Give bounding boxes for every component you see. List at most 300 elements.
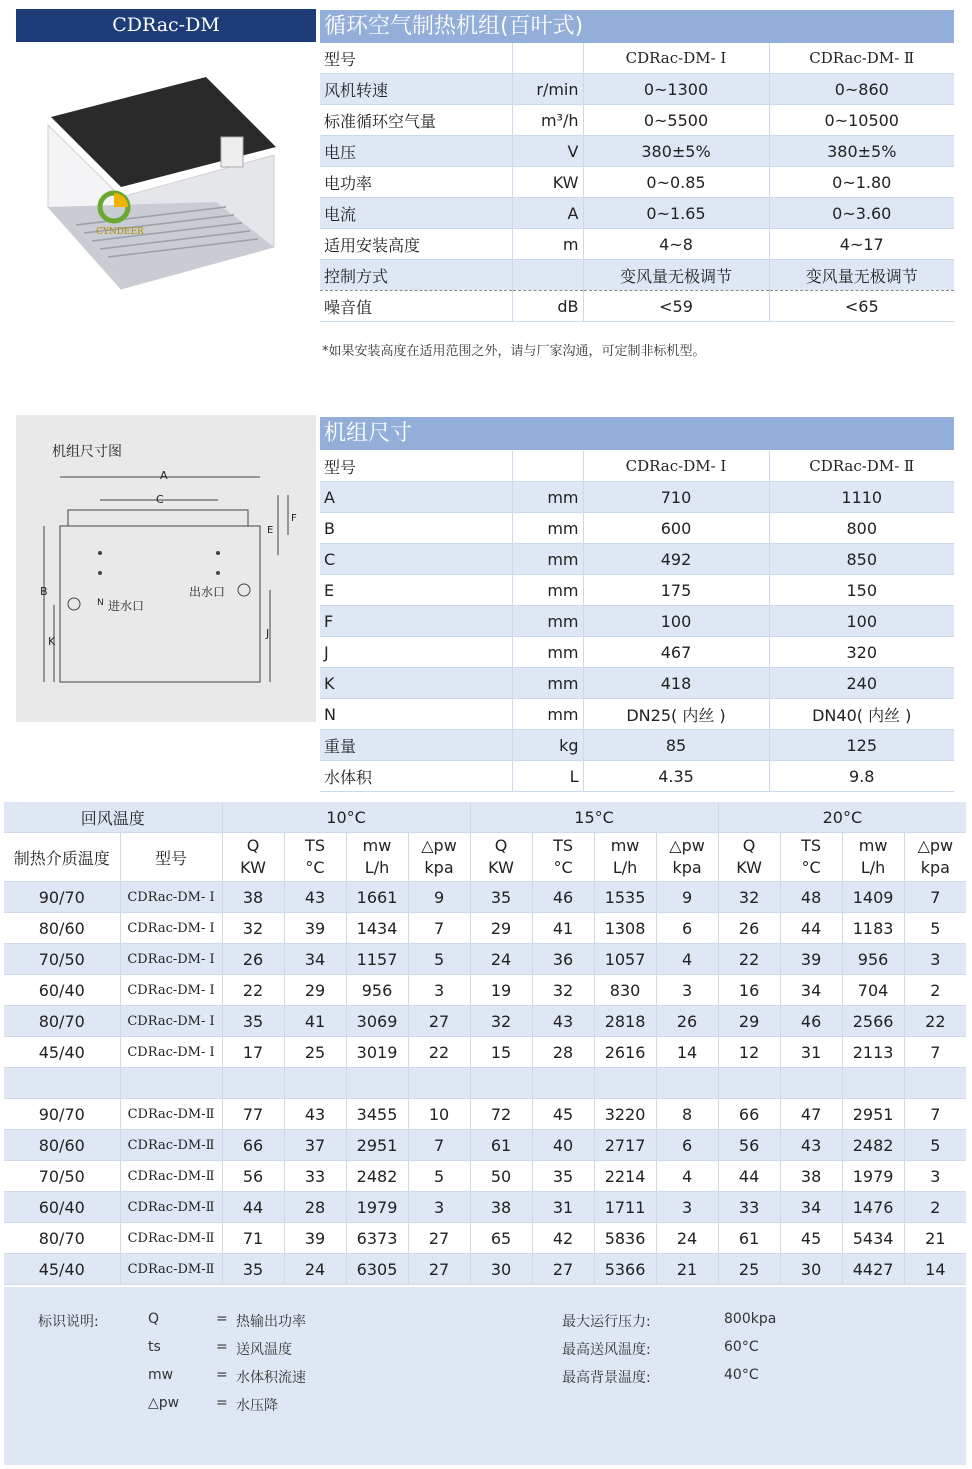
dim-label-b: B <box>40 585 48 598</box>
perf-cell: 50 <box>470 1161 532 1192</box>
dim-label: B <box>320 513 512 544</box>
perf-cell: 3 <box>904 944 966 975</box>
perf-cell <box>532 1068 594 1099</box>
perf-cell: 22 <box>718 944 780 975</box>
perf-col-unit: kpa <box>424 858 454 877</box>
dim-label: A <box>320 482 512 513</box>
spec-value-2: 380±5% <box>769 136 954 167</box>
perf-col-unit: L/h <box>860 858 886 877</box>
perf-cell: 43 <box>532 1006 594 1037</box>
perf-cell: 28 <box>532 1037 594 1068</box>
spec-label: 电功率 <box>320 167 512 198</box>
perf-col-unit: KW <box>240 858 266 877</box>
perf-cell: 7 <box>408 1130 470 1161</box>
perf-cell: 5 <box>904 1130 966 1161</box>
spec-unit: m <box>512 229 583 260</box>
perf-col-unit: kpa <box>920 858 950 877</box>
spec-value-1: 变风量无极调节 <box>583 260 769 291</box>
perf-col-unit: L/h <box>364 858 390 877</box>
perf-col-header <box>532 833 594 882</box>
dim-row <box>320 544 954 575</box>
perf-cell: 956 <box>346 975 408 1006</box>
perf-cell: 3 <box>656 1192 718 1223</box>
perf-cell: 21 <box>656 1254 718 1285</box>
perf-cell: 4 <box>656 944 718 975</box>
perf-row <box>4 975 966 1006</box>
dim-row <box>320 575 954 606</box>
perf-cell: 22 <box>222 975 284 1006</box>
perf-col-symbol: TS <box>801 836 822 855</box>
perf-model <box>120 1068 222 1099</box>
perf-medium-temp: 60/40 <box>4 1192 120 1223</box>
spec-value-2: 0~860 <box>769 74 954 105</box>
perf-col-symbol: Q <box>246 836 260 855</box>
perf-cell: 28 <box>284 1192 346 1223</box>
spec-unit: m³/h <box>512 105 583 136</box>
perf-cell: 3 <box>408 975 470 1006</box>
perf-col-symbol: TS <box>305 836 325 855</box>
perf-cell: 5 <box>904 913 966 944</box>
dim-unit: mm <box>512 606 583 637</box>
spec-row <box>320 198 954 229</box>
perf-cell: 21 <box>904 1223 966 1254</box>
perf-cell: 32 <box>470 1006 532 1037</box>
perf-col-header <box>470 833 532 882</box>
perf-cell: 40 <box>532 1130 594 1161</box>
spec-value-1: 4~8 <box>583 229 769 260</box>
perf-cell: 47 <box>780 1099 842 1130</box>
dim-value-2: 9.8 <box>769 761 954 792</box>
perf-cell: 38 <box>780 1161 842 1192</box>
perf-cell: 71 <box>222 1223 284 1254</box>
perf-row <box>4 944 966 975</box>
perf-cell: 30 <box>470 1254 532 1285</box>
perf-cell: 41 <box>532 913 594 944</box>
perf-cell: 3 <box>408 1192 470 1223</box>
dim-value-1: 418 <box>583 668 769 699</box>
spec-value-2: 变风量无极调节 <box>769 260 954 291</box>
perf-cell: 38 <box>222 882 284 913</box>
dim-unit: kg <box>512 730 583 761</box>
perf-cell: 44 <box>780 913 842 944</box>
perf-cell: 43 <box>284 1099 346 1130</box>
dim-value-1: 85 <box>583 730 769 761</box>
spec-row <box>320 136 954 167</box>
product-image <box>16 47 316 302</box>
perf-cell <box>284 1068 346 1099</box>
perf-row <box>4 1068 966 1099</box>
perf-cell: 5434 <box>842 1223 904 1254</box>
perf-medium-temp: 70/50 <box>4 944 120 975</box>
perf-cell: 35 <box>222 1254 284 1285</box>
spec-value-1: 0~0.85 <box>583 167 769 198</box>
perf-row <box>4 1130 966 1161</box>
spec-value-2: <65 <box>769 291 954 322</box>
perf-cell: 27 <box>408 1223 470 1254</box>
dim-unit: mm <box>512 482 583 513</box>
perf-cell: 2482 <box>346 1161 408 1192</box>
dim-value-2: 150 <box>769 575 954 606</box>
spec-unit: dB <box>512 291 583 322</box>
perf-col-symbol: △pw <box>421 836 457 855</box>
perf-medium-temp: 70/50 <box>4 1161 120 1192</box>
perf-cell: 22 <box>904 1006 966 1037</box>
brand-logo-text: CYNDEER <box>96 227 144 237</box>
perf-cell: 2951 <box>842 1099 904 1130</box>
perf-cell: 1157 <box>346 944 408 975</box>
spec-value-2: 0~10500 <box>769 105 954 136</box>
legend-symbol: Q <box>148 1311 160 1327</box>
perf-cell: 39 <box>284 1223 346 1254</box>
perf-model: CDRac-DM-Ⅱ <box>120 1099 222 1130</box>
perf-medium-temp: 45/40 <box>4 1037 120 1068</box>
limit-label: 最高背景温度: <box>562 1370 651 1386</box>
perf-model: CDRac-DM- Ⅰ <box>120 944 222 975</box>
perf-row <box>4 1006 966 1037</box>
legend-desc: 水体积流速 <box>236 1370 306 1386</box>
spec-section-title: 循环空气制热机组(百叶式) <box>320 10 954 43</box>
limit-label: 最高送风温度: <box>562 1342 651 1358</box>
legend-symbol: mw <box>148 1367 174 1383</box>
spec-unit: A <box>512 198 583 229</box>
temp-header-15: 15°C <box>470 802 718 833</box>
legend-eq: = <box>216 1311 228 1327</box>
perf-cell: 61 <box>718 1223 780 1254</box>
legend-eq: = <box>216 1339 228 1355</box>
perf-cell <box>222 1068 284 1099</box>
perf-cell: 16 <box>718 975 780 1006</box>
perf-cell: 2566 <box>842 1006 904 1037</box>
perf-row <box>4 913 966 944</box>
spec-value-2: 4~17 <box>769 229 954 260</box>
perf-cell: 5836 <box>594 1223 656 1254</box>
perf-cell: 24 <box>656 1223 718 1254</box>
dim-label-c: C <box>156 493 164 506</box>
perf-cell: 17 <box>222 1037 284 1068</box>
perf-col-unit: °C <box>305 858 325 877</box>
perf-cell: 1183 <box>842 913 904 944</box>
dim-label: N <box>320 699 512 730</box>
perf-col-header <box>780 833 842 882</box>
dim-unit: mm <box>512 699 583 730</box>
temp-header-10: 10°C <box>222 802 470 833</box>
perf-row <box>4 1254 966 1285</box>
spec-value-1: <59 <box>583 291 769 322</box>
dim-value-1: 175 <box>583 575 769 606</box>
dim-row <box>320 606 954 637</box>
perf-header-row-1 <box>4 802 966 833</box>
perf-cell: 27 <box>408 1254 470 1285</box>
perf-cell: 56 <box>718 1130 780 1161</box>
model-badge: CDRac-DM <box>16 9 316 42</box>
perf-row <box>4 882 966 913</box>
perf-cell: 704 <box>842 975 904 1006</box>
perf-cell: 4427 <box>842 1254 904 1285</box>
perf-cell: 35 <box>470 882 532 913</box>
perf-cell: 1979 <box>346 1192 408 1223</box>
perf-cell: 29 <box>718 1006 780 1037</box>
perf-cell: 41 <box>284 1006 346 1037</box>
perf-cell: 34 <box>780 1192 842 1223</box>
perf-cell: 2616 <box>594 1037 656 1068</box>
dim-unit: mm <box>512 637 583 668</box>
limit-label: 最大运行压力: <box>562 1314 651 1330</box>
perf-cell: 3 <box>904 1161 966 1192</box>
perf-row <box>4 1161 966 1192</box>
spec-model-2: CDRac-DM- Ⅱ <box>769 43 954 74</box>
perf-col-symbol: △pw <box>669 836 705 855</box>
spec-model-1: CDRac-DM- Ⅰ <box>583 43 769 74</box>
spec-row <box>320 74 954 105</box>
legend-eq: = <box>216 1395 228 1411</box>
spec-row <box>320 167 954 198</box>
spec-value-1: 0~1300 <box>583 74 769 105</box>
perf-cell: 24 <box>284 1254 346 1285</box>
dim-value-1: 467 <box>583 637 769 668</box>
perf-cell: 45 <box>532 1099 594 1130</box>
perf-cell <box>842 1068 904 1099</box>
dim-unit: mm <box>512 668 583 699</box>
medium-temp-label: 制热介质温度 <box>4 833 120 882</box>
limit-value: 800kpa <box>724 1311 777 1327</box>
perf-cell: 45 <box>780 1223 842 1254</box>
return-temp-label: 回风温度 <box>4 802 222 833</box>
dim-label: 水体积 <box>320 761 512 792</box>
perf-cell <box>904 1068 966 1099</box>
perf-cell: 1476 <box>842 1192 904 1223</box>
perf-medium-temp: 80/60 <box>4 913 120 944</box>
performance-table <box>4 802 966 1285</box>
perf-cell: 1409 <box>842 882 904 913</box>
dim-value-2: 100 <box>769 606 954 637</box>
perf-medium-temp: 90/70 <box>4 1099 120 1130</box>
perf-cell: 42 <box>532 1223 594 1254</box>
perf-cell: 66 <box>718 1099 780 1130</box>
perf-cell: 1057 <box>594 944 656 975</box>
spec-unit: V <box>512 136 583 167</box>
perf-cell: 32 <box>532 975 594 1006</box>
perf-cell: 956 <box>842 944 904 975</box>
dim-unit: mm <box>512 575 583 606</box>
perf-cell: 34 <box>780 975 842 1006</box>
perf-cell: 32 <box>718 882 780 913</box>
perf-cell: 29 <box>470 913 532 944</box>
perf-col-symbol: TS <box>553 836 574 855</box>
spec-label: 风机转速 <box>320 74 512 105</box>
legend-eq: = <box>216 1367 228 1383</box>
perf-cell: 7 <box>408 913 470 944</box>
perf-cell: 2818 <box>594 1006 656 1037</box>
dim-model-2: CDRac-DM- Ⅱ <box>769 451 954 482</box>
dim-label-n: N <box>97 598 104 608</box>
dim-label: E <box>320 575 512 606</box>
dim-label-j: J <box>266 627 270 640</box>
dim-row <box>320 482 954 513</box>
perf-cell: 46 <box>532 882 594 913</box>
dim-value-1: DN25( 内丝 ) <box>583 699 769 730</box>
legend-desc: 热输出功率 <box>236 1314 306 1330</box>
spec-label: 标准循环空气量 <box>320 105 512 136</box>
dim-table <box>320 451 954 792</box>
perf-cell: 27 <box>532 1254 594 1285</box>
perf-medium-temp: 45/40 <box>4 1254 120 1285</box>
dim-value-1: 710 <box>583 482 769 513</box>
perf-cell: 39 <box>284 913 346 944</box>
perf-col-header <box>656 833 718 882</box>
perf-col-header <box>718 833 780 882</box>
spec-label: 电流 <box>320 198 512 229</box>
dim-section-title: 机组尺寸 <box>320 417 954 450</box>
perf-cell: 61 <box>470 1130 532 1161</box>
spec-value-1: 380±5% <box>583 136 769 167</box>
perf-model: CDRac-DM-Ⅱ <box>120 1192 222 1223</box>
perf-cell: 6305 <box>346 1254 408 1285</box>
perf-cell: 35 <box>532 1161 594 1192</box>
spec-label: 电压 <box>320 136 512 167</box>
perf-cell: 36 <box>532 944 594 975</box>
perf-cell: 7 <box>904 1099 966 1130</box>
footnote: *如果安装高度在适用范围之外，请与厂家沟通，可定制非标机型。 <box>322 344 706 359</box>
spec-unit <box>512 260 583 291</box>
perf-cell: 19 <box>470 975 532 1006</box>
dim-unit: L <box>512 761 583 792</box>
perf-cell: 14 <box>904 1254 966 1285</box>
perf-cell: 31 <box>780 1037 842 1068</box>
perf-cell: 48 <box>780 882 842 913</box>
perf-cell: 10 <box>408 1099 470 1130</box>
perf-cell: 2951 <box>346 1130 408 1161</box>
dimension-drawing <box>16 415 316 722</box>
dim-value-2: DN40( 内丝 ) <box>769 699 954 730</box>
perf-medium-temp: 80/70 <box>4 1223 120 1254</box>
dim-row <box>320 637 954 668</box>
perf-medium-temp: 60/40 <box>4 975 120 1006</box>
perf-model: CDRac-DM- Ⅰ <box>120 975 222 1006</box>
spec-label: 噪音值 <box>320 291 512 322</box>
perf-model: CDRac-DM- Ⅰ <box>120 1006 222 1037</box>
spec-row <box>320 260 954 291</box>
perf-cell: 65 <box>470 1223 532 1254</box>
dim-label-k: K <box>48 635 56 648</box>
legend-symbol: ts <box>148 1339 161 1355</box>
perf-model: CDRac-DM- Ⅰ <box>120 1037 222 1068</box>
perf-cell: 1535 <box>594 882 656 913</box>
perf-col-unit: °C <box>553 858 573 877</box>
perf-cell: 46 <box>780 1006 842 1037</box>
perf-cell: 35 <box>222 1006 284 1037</box>
dim-value-1: 492 <box>583 544 769 575</box>
perf-cell: 15 <box>470 1037 532 1068</box>
perf-col-header <box>284 833 346 882</box>
perf-cell: 6 <box>656 1130 718 1161</box>
perf-cell: 44 <box>718 1161 780 1192</box>
perf-cell: 44 <box>222 1192 284 1223</box>
perf-model: CDRac-DM-Ⅱ <box>120 1254 222 1285</box>
perf-cell: 25 <box>718 1254 780 1285</box>
spec-value-1: 0~5500 <box>583 105 769 136</box>
perf-cell: 26 <box>718 913 780 944</box>
perf-cell: 43 <box>284 882 346 913</box>
spec-value-2: 0~3.60 <box>769 198 954 229</box>
perf-cell: 22 <box>408 1037 470 1068</box>
perf-cell: 5366 <box>594 1254 656 1285</box>
perf-cell: 34 <box>284 944 346 975</box>
perf-header-row-2 <box>4 833 966 882</box>
perf-medium-temp: 90/70 <box>4 882 120 913</box>
perf-col-symbol: Q <box>742 836 756 855</box>
perf-col-unit: KW <box>488 858 514 877</box>
perf-medium-temp <box>4 1068 120 1099</box>
perf-col-header <box>408 833 470 882</box>
perf-cell: 31 <box>532 1192 594 1223</box>
dim-label: F <box>320 606 512 637</box>
perf-cell: 66 <box>222 1130 284 1161</box>
perf-cell: 4 <box>656 1161 718 1192</box>
perf-col-symbol: △pw <box>917 836 954 855</box>
dim-value-2: 320 <box>769 637 954 668</box>
perf-cell: 1434 <box>346 913 408 944</box>
perf-cell: 7 <box>904 882 966 913</box>
perf-row <box>4 1192 966 1223</box>
perf-col-unit: L/h <box>612 858 638 877</box>
perf-cell: 12 <box>718 1037 780 1068</box>
dim-label-a: A <box>160 469 168 482</box>
legend-panel <box>4 1287 966 1465</box>
dim-value-2: 125 <box>769 730 954 761</box>
perf-cell <box>470 1068 532 1099</box>
perf-cell: 1711 <box>594 1192 656 1223</box>
spec-table <box>320 43 954 322</box>
spec-model-label: 型号 <box>320 43 512 74</box>
perf-cell: 6 <box>656 913 718 944</box>
perf-cell: 3455 <box>346 1099 408 1130</box>
perf-cell <box>594 1068 656 1099</box>
perf-cell: 2 <box>904 1192 966 1223</box>
perf-cell: 3 <box>656 975 718 1006</box>
perf-cell: 26 <box>656 1006 718 1037</box>
perf-cell: 25 <box>284 1037 346 1068</box>
perf-cell: 2482 <box>842 1130 904 1161</box>
dim-label: J <box>320 637 512 668</box>
dim-row <box>320 730 954 761</box>
perf-cell <box>346 1068 408 1099</box>
perf-model: CDRac-DM-Ⅱ <box>120 1223 222 1254</box>
spec-label: 适用安装高度 <box>320 229 512 260</box>
perf-col-unit: °C <box>801 858 821 877</box>
perf-cell <box>780 1068 842 1099</box>
perf-model: CDRac-DM-Ⅱ <box>120 1130 222 1161</box>
dim-value-1: 600 <box>583 513 769 544</box>
dim-value-2: 240 <box>769 668 954 699</box>
perf-cell: 2717 <box>594 1130 656 1161</box>
perf-cell: 7 <box>904 1037 966 1068</box>
perf-row <box>4 1223 966 1254</box>
legend-desc: 水压降 <box>236 1398 278 1414</box>
perf-col-unit: kpa <box>672 858 702 877</box>
perf-cell: 5 <box>408 944 470 975</box>
perf-cell <box>718 1068 780 1099</box>
dim-row <box>320 761 954 792</box>
dim-row <box>320 668 954 699</box>
perf-cell: 2113 <box>842 1037 904 1068</box>
dim-header-row <box>320 451 954 482</box>
perf-cell: 9 <box>656 882 718 913</box>
perf-cell: 33 <box>284 1161 346 1192</box>
perf-cell: 39 <box>780 944 842 975</box>
perf-medium-temp: 80/60 <box>4 1130 120 1161</box>
perf-cell: 14 <box>656 1037 718 1068</box>
perf-cell: 1979 <box>842 1161 904 1192</box>
